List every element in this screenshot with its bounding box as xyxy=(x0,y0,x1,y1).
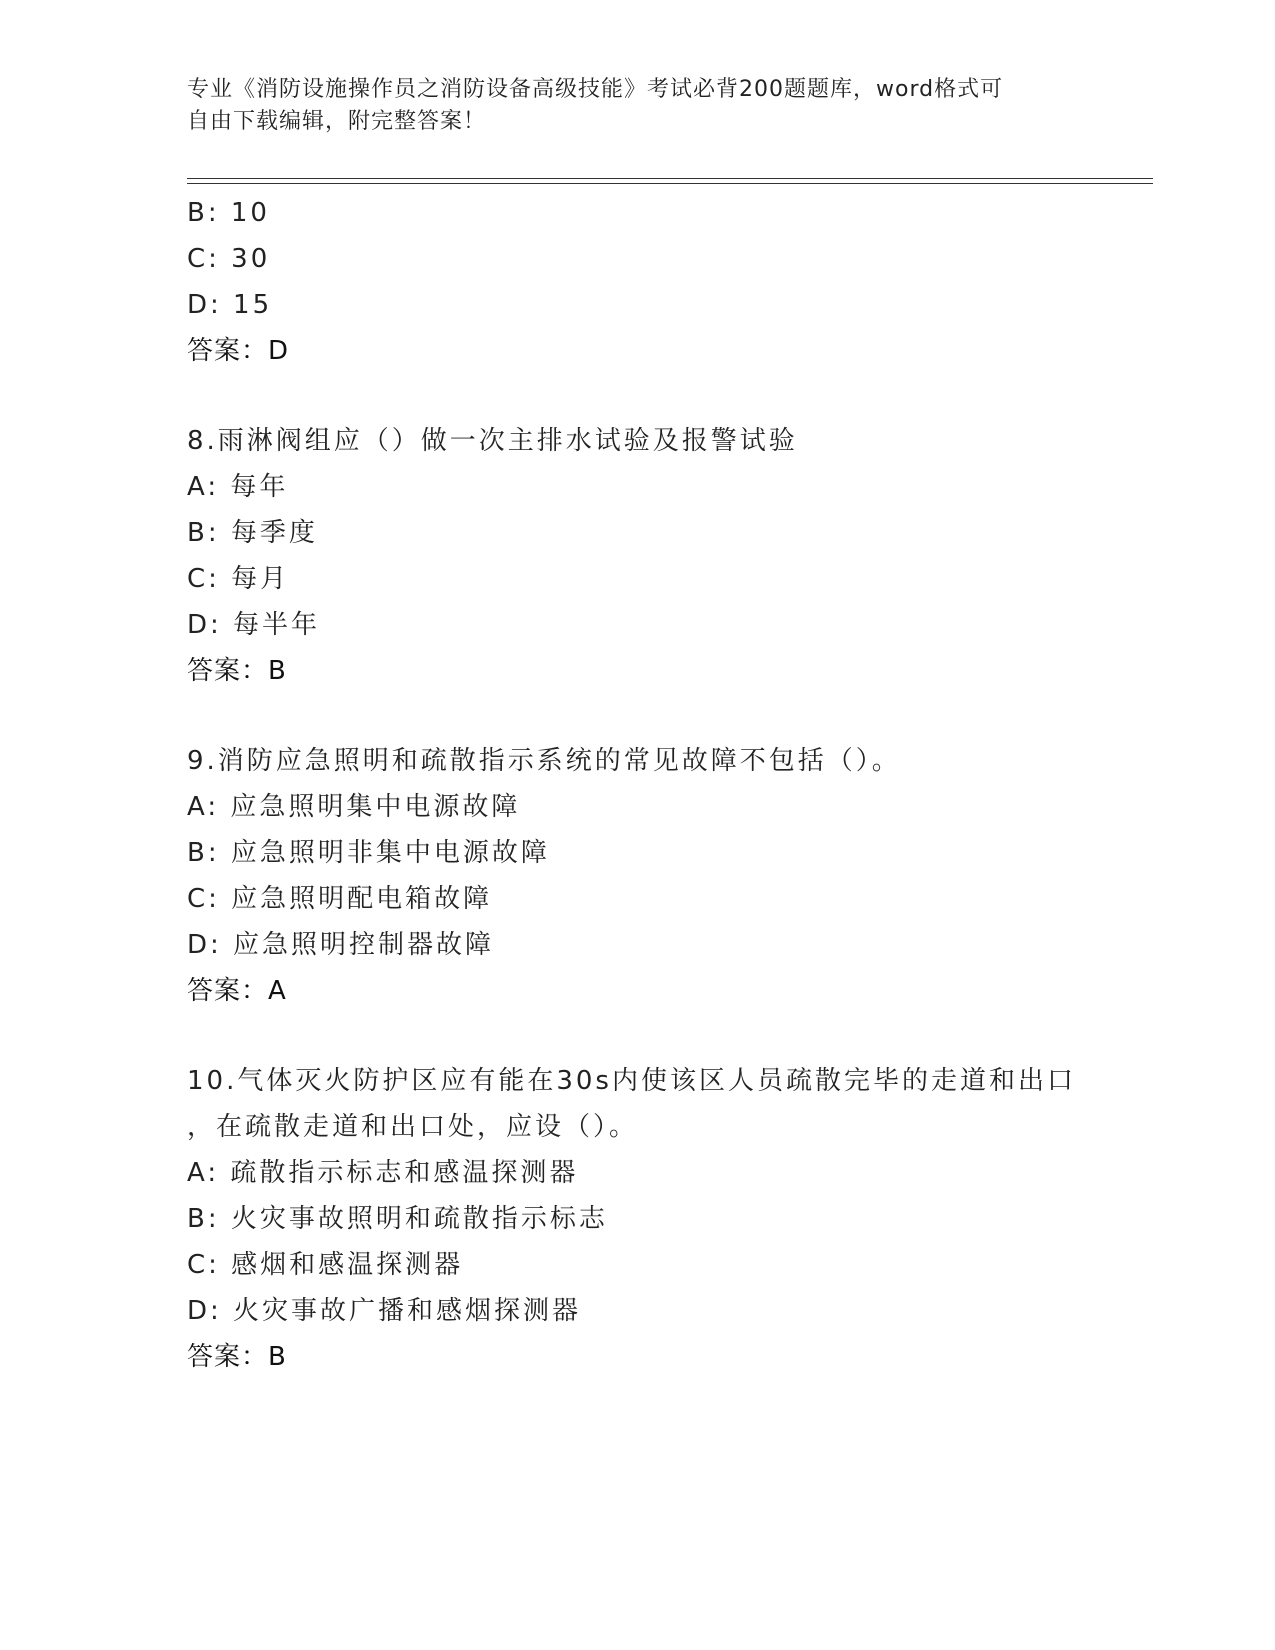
option-b: B: 每季度 xyxy=(187,518,318,548)
option-c: C: 每月 xyxy=(187,564,290,594)
question-list xyxy=(187,190,1147,1380)
answer: 答案：B xyxy=(187,1342,287,1372)
question-text-line-1: 10.气体灭火防护区应有能在30s内使该区人员疏散完毕的走道和出口 xyxy=(187,1066,1076,1096)
option-b: B: 10 xyxy=(187,198,270,228)
header-line-1: 专业《消防设施操作员之消防设备高级技能》考试必背200题题库，word格式可 xyxy=(187,77,1004,102)
header-divider-bottom xyxy=(187,183,1153,184)
option-b: B: 火灾事故照明和疏散指示标志 xyxy=(187,1204,608,1234)
option-d: D: 应急照明控制器故障 xyxy=(187,930,495,960)
header-line-2: 自由下载编辑，附完整答案！ xyxy=(187,109,487,134)
option-d: D: 火灾事故广播和感烟探测器 xyxy=(187,1296,582,1326)
question-text: 8.雨淋阀组应（）做一次主排水试验及报警试验 xyxy=(187,426,798,456)
question-10 xyxy=(187,1058,1147,1380)
option-a: A: 疏散指示标志和感温探测器 xyxy=(187,1158,579,1188)
option-d: D: 15 xyxy=(187,290,273,320)
answer: 答案：A xyxy=(187,976,287,1006)
answer: 答案：B xyxy=(187,656,287,686)
previous-question-tail xyxy=(187,190,1147,374)
answer: 答案：D xyxy=(187,336,290,366)
question-9 xyxy=(187,738,1147,1014)
question-text: 9.消防应急照明和疏散指示系统的常见故障不包括（）。 xyxy=(187,746,901,776)
document-header xyxy=(187,74,1067,138)
question-8 xyxy=(187,418,1147,694)
option-c: C: 30 xyxy=(187,244,271,274)
option-b: B: 应急照明非集中电源故障 xyxy=(187,838,550,868)
question-text-line-2: ，在疏散走道和出口处，应设（）。 xyxy=(187,1112,639,1142)
option-a: A: 每年 xyxy=(187,472,289,502)
header-divider-top xyxy=(187,178,1153,179)
option-c: C: 应急照明配电箱故障 xyxy=(187,884,493,914)
option-c: C: 感烟和感温探测器 xyxy=(187,1250,464,1280)
option-a: A: 应急照明集中电源故障 xyxy=(187,792,521,822)
option-d: D: 每半年 xyxy=(187,610,321,640)
